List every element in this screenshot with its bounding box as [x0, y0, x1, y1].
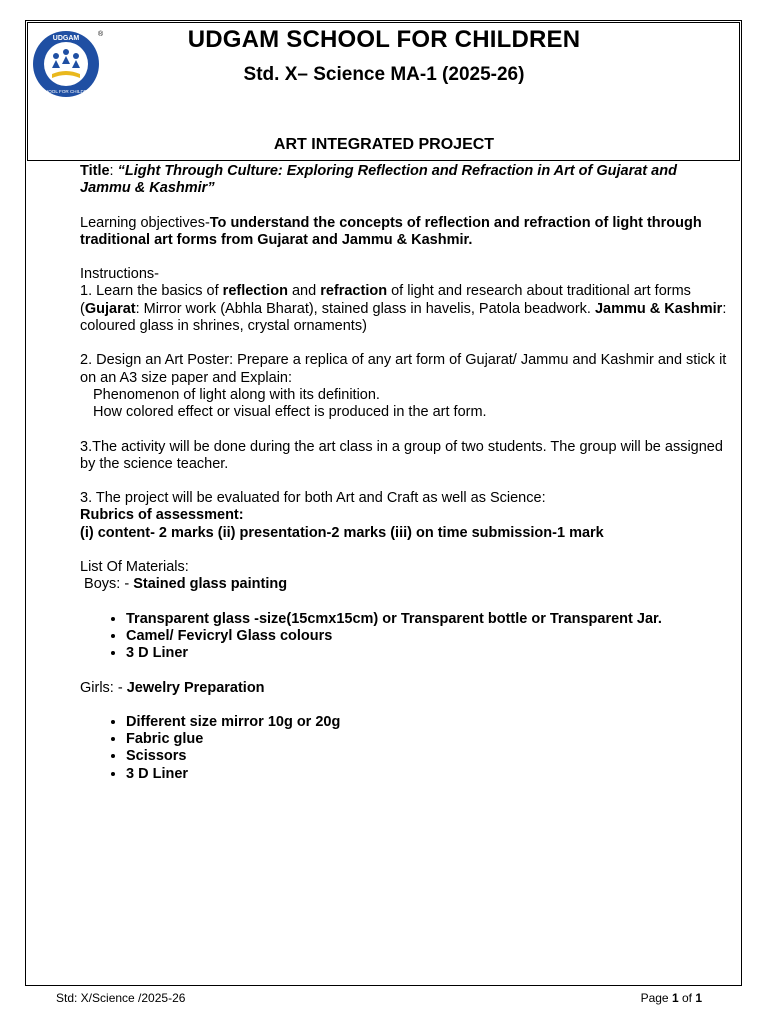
- logo-registered-mark: ®: [98, 31, 104, 38]
- list-item: • Camel/ Fevicryl Glass colours: [126, 628, 730, 645]
- title-text: “Light Through Culture: Exploring Reflection and Refraction in Art of Gujarat and Jammu & Kashmir”: [80, 163, 677, 197]
- list-item: • Transparent glass -size(15cmx15cm) or Transparent bottle or Transparent Jar.: [126, 611, 730, 628]
- list-item: • 3 D Liner: [126, 645, 730, 662]
- learning-objectives: [80, 215, 730, 250]
- list-item: • Different size mirror 10g or 20g: [126, 714, 730, 731]
- list-item: • Scissors: [126, 748, 730, 765]
- logo-text-top: UDGAM: [52, 35, 80, 42]
- logo-text-bottom: SCHOOL FOR CHILDREN: [38, 89, 94, 94]
- instruction-step-4: 3. The project will be evaluated for both Art and Craft as well as Science:: [80, 490, 546, 507]
- footer-document-label: Std: X/Science /2025-26: [56, 991, 186, 1005]
- instruction-step-3: 3.The activity will be done during the art class in a group of two students. The group will be assigned by the science teacher.: [80, 438, 723, 472]
- girls-materials-heading: Girls: - Jewelry Preparation: [80, 679, 265, 696]
- project-heading: ART INTEGRATED PROJECT: [273, 136, 495, 153]
- list-item: • 3 D Liner: [126, 766, 730, 783]
- document-body: [80, 163, 730, 783]
- girls-materials-list: [80, 714, 730, 783]
- objectives-label: Learning objectives-: [80, 214, 210, 231]
- objectives-text: To understand the concepts of reflection and refraction of light through traditional art forms from Gujarat and Jammu & Kashmir.: [80, 214, 702, 248]
- instruction-step-1: 1. Learn the basics of reflection and refraction of light and research about traditional art forms (Gujarat: Mirror work (Abhla Bharat), stained glass in havelis, Patola beadwork. Jammu & Kashmir: coloured glass in shrines, crystal ornaments): [80, 283, 727, 335]
- boys-materials-list: [80, 611, 730, 663]
- instructions-label: Instructions-: [80, 266, 159, 283]
- project-title: Title: “Light Through Culture: Exploring Reflection and Refraction in Art of Gujarat and Jammu & Kashmir”: [80, 163, 677, 197]
- step-2-point: Phenomenon of light along with its definition.: [93, 386, 380, 403]
- instruction-step-2: 2. Design an Art Poster: Prepare a replica of any art form of Gujarat/ Jammu and Kashmir and stick it on an A3 size paper and Explain:: [80, 352, 727, 386]
- list-item: • Fabric glue: [126, 731, 730, 748]
- title-label: Title: [80, 163, 110, 179]
- footer-page-number: Page 1 of 1: [640, 991, 702, 1005]
- boys-materials-heading: Boys: - Stained glass painting: [80, 576, 288, 593]
- materials-label: List Of Materials:: [80, 559, 189, 576]
- step-2-point: How colored effect or visual effect is produced in the art form.: [93, 404, 487, 421]
- class-line: Std. X– Science MA-1 (2025-26): [243, 64, 525, 85]
- rubrics-label: Rubrics of assessment:: [80, 507, 244, 524]
- rubrics-text: (i) content- 2 marks (ii) presentation-2 marks (iii) on time submission-1 mark: [80, 524, 604, 541]
- school-name: UDGAM SCHOOL FOR CHILDREN: [187, 26, 581, 53]
